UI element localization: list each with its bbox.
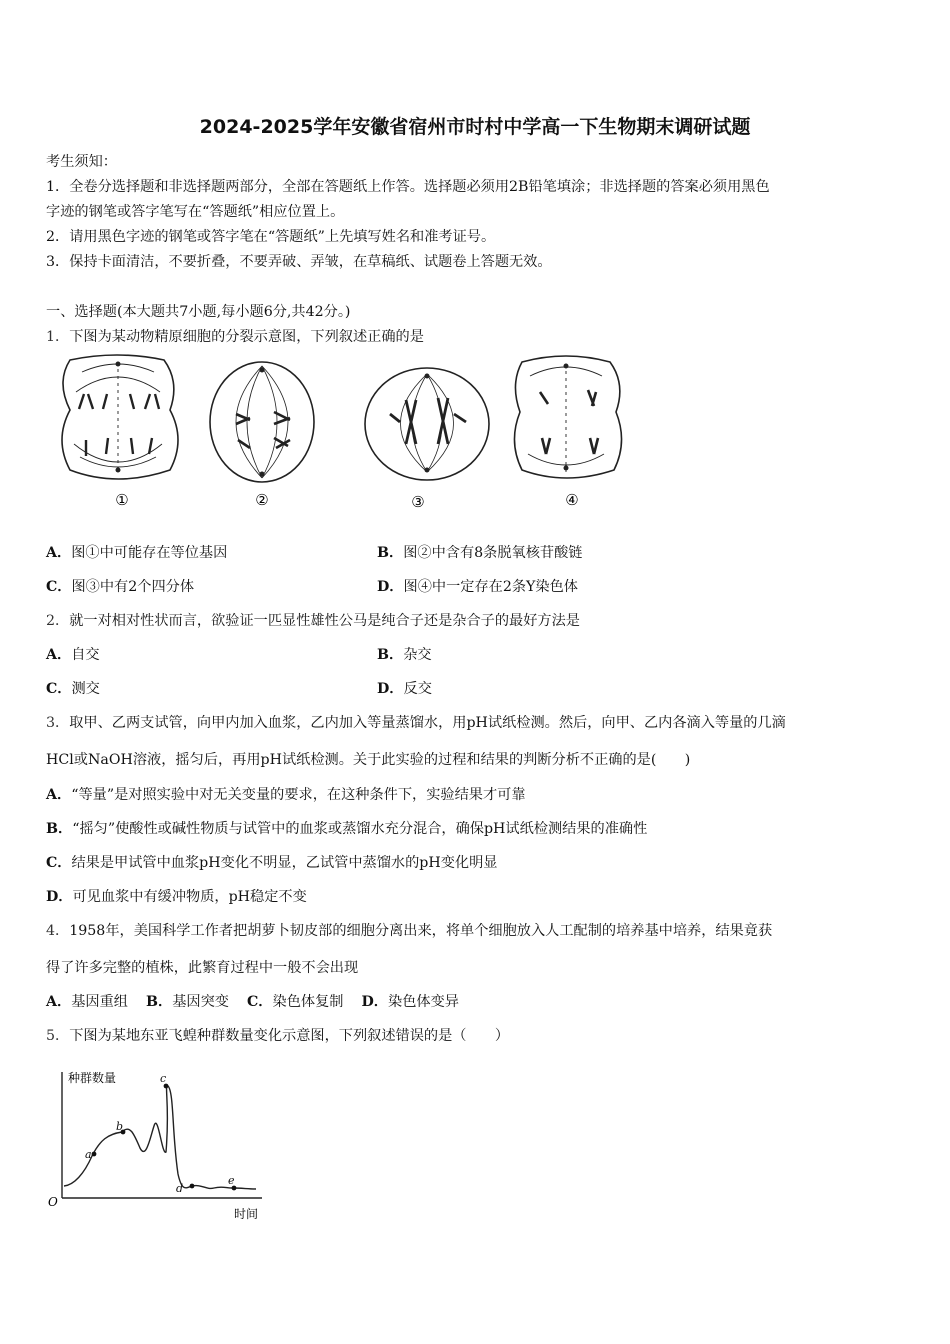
y-axis-label: 种群数量 — [68, 1071, 117, 1085]
q3-option-d[interactable] — [46, 888, 307, 906]
question-2 — [46, 612, 580, 630]
q1-option-a[interactable] — [46, 544, 227, 562]
option-text: 图②中含有8条脱氧核苷酸链 — [403, 545, 583, 561]
section-heading: 一、选择题(本大题共7小题,每小题6分,共42分。) — [46, 304, 351, 320]
question-number: 3． — [46, 715, 70, 731]
figure-label-4: ④ — [565, 491, 579, 509]
point-label-d: d — [176, 1182, 184, 1195]
option-key: C． — [46, 855, 72, 871]
question-number: 4． — [46, 923, 70, 939]
q2-option-c[interactable] — [46, 680, 100, 698]
option-key: A． — [46, 545, 72, 561]
q3-option-b[interactable] — [46, 820, 647, 838]
cell-division-figure — [52, 352, 500, 514]
option-key: D． — [377, 579, 404, 595]
q2-option-a[interactable] — [46, 646, 100, 664]
q4-option-c[interactable] — [247, 994, 343, 1010]
question-stem: 下图为某动物精原细胞的分裂示意图，下列叙述正确的是 — [69, 329, 424, 345]
option-key: C． — [247, 994, 273, 1010]
option-text: 结果是甲试管中血浆pH变化不明显，乙试管中蒸馏水的pH变化明显 — [71, 855, 498, 871]
option-text: 杂交 — [403, 647, 432, 663]
notice-item-3: 3．保持卡面清洁，不要折叠，不要弄破、弄皱，在草稿纸、试题卷上答题无效。 — [46, 254, 552, 270]
notice-item-2: 2．请用黑色字迹的钢笔或答字笔在“答题纸”上先填写姓名和准考证号。 — [46, 229, 496, 245]
notice-item-1: 1．全卷分选择题和非选择题两部分，全部在答题纸上作答。选择题必须用2B铅笔填涂；非选择题的答案必须用黑色 — [46, 179, 770, 195]
option-text: 基因突变 — [172, 994, 229, 1010]
cell-4-figure — [508, 352, 628, 514]
q2-option-d[interactable] — [377, 680, 432, 698]
option-text: 图④中一定存在2条Y染色体 — [403, 579, 578, 595]
question-1 — [46, 328, 424, 346]
option-text: 测交 — [71, 681, 100, 697]
question-stem: 1958年，美国科学工作者把胡萝卜韧皮部的细胞分离出来，将单个细胞放入人工配制的培养基中培养，结果竟获 — [69, 923, 773, 939]
population-graph — [44, 1064, 270, 1224]
option-key: A． — [46, 647, 72, 663]
figure-label-3: ③ — [411, 493, 425, 511]
option-text: 图①中可能存在等位基因 — [71, 545, 228, 561]
option-text: 基因重组 — [71, 994, 128, 1010]
option-text: 染色体变异 — [388, 994, 459, 1010]
question-3-cont: HCl或NaOH溶液，摇匀后，再用pH试纸检测。关于此实验的过程和结果的判断分析不正确的是( ) — [46, 752, 691, 768]
point-a — [92, 1152, 97, 1157]
option-key: B． — [377, 545, 404, 561]
question-number: 1． — [46, 329, 70, 345]
question-number: 2． — [46, 613, 70, 629]
point-d — [190, 1184, 195, 1189]
notice-item-1-cont: 字迹的钢笔或答字笔写在“答题纸”相应位置上。 — [46, 204, 345, 220]
option-key: B． — [146, 994, 173, 1010]
question-4 — [46, 922, 772, 940]
question-5 — [46, 1027, 509, 1045]
option-key: B． — [46, 821, 73, 837]
q1-option-c[interactable] — [46, 578, 194, 596]
q4-option-b[interactable] — [146, 994, 229, 1010]
q1-option-d[interactable] — [377, 578, 578, 596]
x-axis-label: 时间 — [234, 1207, 259, 1221]
option-text: “等量”是对照实验中对无关变量的要求，在这种条件下，实验结果才可靠 — [71, 787, 526, 803]
q4-option-a[interactable] — [46, 994, 128, 1010]
option-text: 自交 — [71, 647, 100, 663]
option-text: “摇匀”使酸性或碱性物质与试管中的血浆或蒸馏水充分混合，确保pH试纸检测结果的准确性 — [72, 821, 648, 837]
cell-2-outline — [210, 362, 314, 482]
point-label-a: a — [85, 1148, 92, 1161]
q2-option-b[interactable] — [377, 646, 432, 664]
point-label-b: b — [116, 1120, 124, 1133]
question-stem: 取甲、乙两支试管，向甲内加入血浆，乙内加入等量蒸馏水，用pH试纸检测。然后，向甲、乙内各滴入等量的几滴 — [69, 715, 786, 731]
figure-label-1: ① — [115, 491, 129, 509]
cell-4-outline — [514, 356, 621, 478]
question-3 — [46, 714, 786, 732]
q4-options-row — [46, 993, 459, 1011]
cell-1-outline — [62, 355, 178, 479]
option-key: D． — [377, 681, 404, 697]
option-text: 反交 — [403, 681, 432, 697]
option-key: D． — [361, 994, 388, 1010]
figure-label-2: ② — [255, 491, 269, 509]
question-stem: 就一对相对性状而言，欲验证一匹显性雄性公马是纯合子还是杂合子的最好方法是 — [69, 613, 580, 629]
point-label-e: e — [228, 1174, 235, 1187]
option-key: C． — [46, 579, 72, 595]
notice-heading: 考生须知： — [46, 154, 117, 170]
q4-option-d[interactable] — [362, 994, 459, 1010]
q3-option-a[interactable] — [46, 786, 526, 804]
question-number: 5． — [46, 1028, 70, 1044]
point-label-c: c — [160, 1072, 167, 1085]
option-key: A． — [46, 994, 72, 1010]
origin-label: O — [48, 1195, 58, 1209]
option-text: 可见血浆中有缓冲物质，pH稳定不变 — [72, 889, 307, 905]
question-stem: 下图为某地东亚飞蝗种群数量变化示意图，下列叙述错误的是（ ） — [69, 1028, 510, 1044]
option-text: 染色体复制 — [272, 994, 344, 1010]
q3-option-c[interactable] — [46, 854, 497, 872]
option-key: A． — [46, 787, 72, 803]
q1-option-b[interactable] — [377, 544, 582, 562]
option-key: B． — [377, 647, 404, 663]
question-4-cont: 得了许多完整的植株，此繁育过程中一般不会出现 — [46, 960, 359, 976]
option-text: 图③中有2个四分体 — [71, 579, 195, 595]
option-key: D． — [46, 889, 73, 905]
option-key: C． — [46, 681, 72, 697]
cell-3-outline — [365, 368, 489, 480]
page-title: 2024-2025学年安徽省宿州市时村中学高一下生物期末调研试题 — [199, 116, 751, 138]
